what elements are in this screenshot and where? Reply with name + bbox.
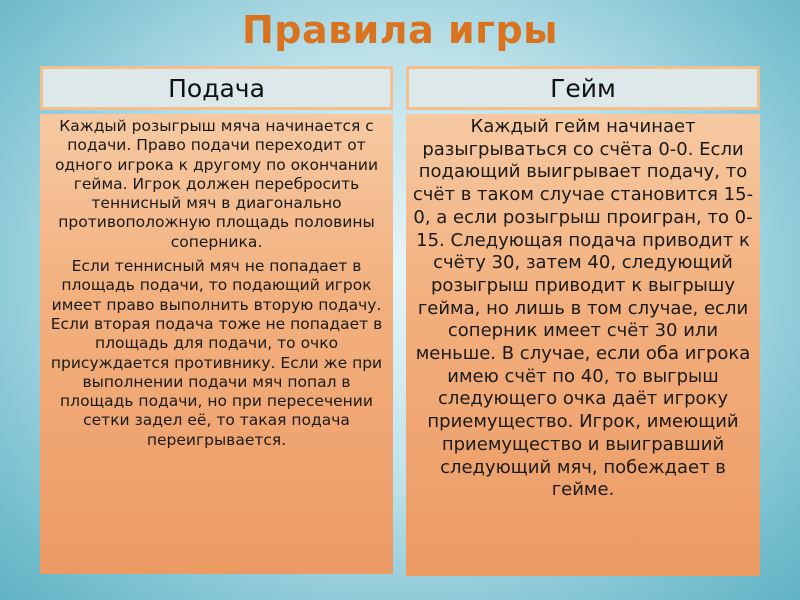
- game-column: [406, 66, 760, 576]
- game-body: [406, 114, 760, 576]
- slide-title: Правила игры: [241, 8, 559, 52]
- game-paragraph-1: Каждый гейм начинает разыгрываться со счёта 0-0. Если подающий выигрывает подачу, то счёт в таком случае становится 15-0, а если розыгрыш проигран, то 0-15. Следующая подача приводит к счёту 30, затем 40, следующий розыгрыш приводит к выгрышу гейма, но лишь в том случае, если соперник имеет счёт 30 или меньше. В случае, если оба игрока имею счёт по 40, то выгрыш следующего очка даёт игроку приемущество. Игрок, имеющий приемущество и выигравший следующий мяч, побеждает в гейме.: [412, 116, 754, 501]
- serve-body: [40, 114, 393, 574]
- serve-header: Подача: [40, 66, 393, 110]
- serve-paragraph-1: Каждый розыгрыш мяча начинается с подачи. Право подачи переходит от одного игрока к другому по окончании гейма. Игрок должен перебросить теннисный мяч в диагонально противоположную площадь половины соперника.: [54, 117, 379, 251]
- serve-paragraph-2: Если теннисный мяч не попадает в площадь подачи, то подающий игрок имеет право выполнить вторую подачу. Если вторая подача тоже не попадает в площадь для подачи, то очко присуждается противнику. Если же при выполнении подачи мяч попал в площадь подачи, но при пересечении сетки задел её, то такая подача переигрывается.: [50, 257, 383, 449]
- game-header: Гейм: [406, 66, 760, 110]
- serve-column: [40, 66, 393, 574]
